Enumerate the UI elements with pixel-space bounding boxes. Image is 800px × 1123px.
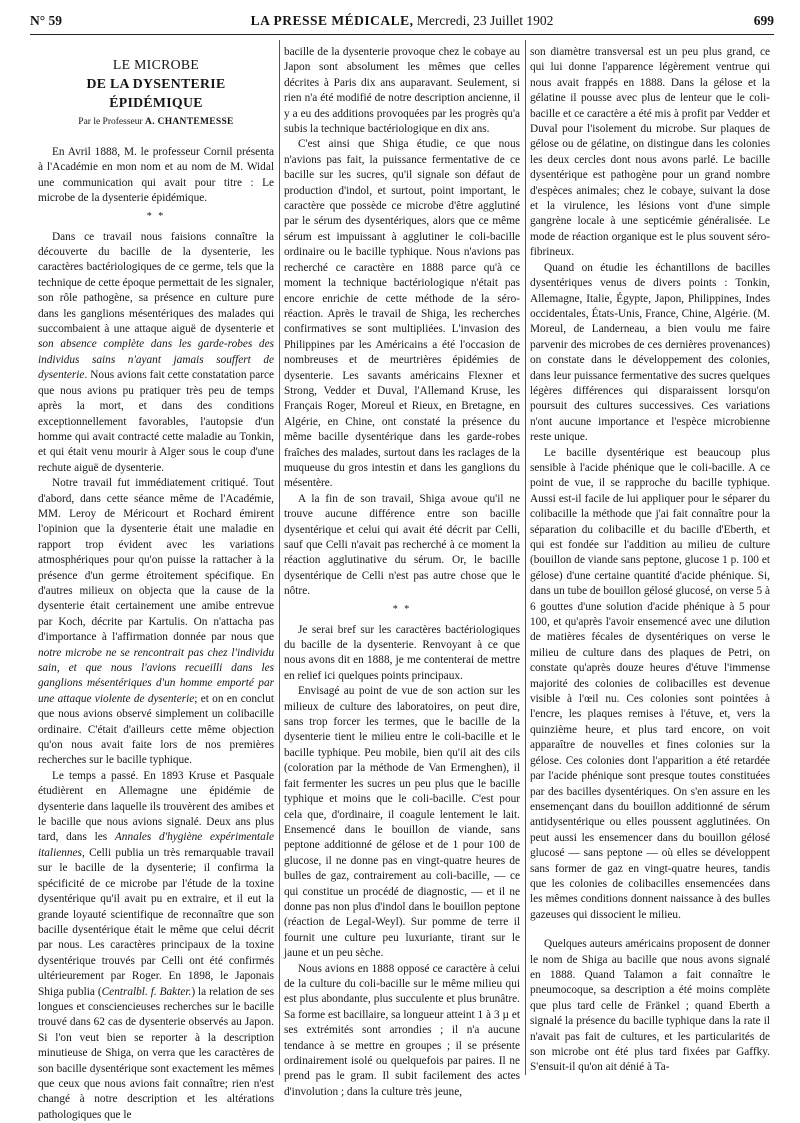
byline xyxy=(38,115,274,129)
text-run: . Nous avions fait cette constatation parce que nous avions pu pratiquer très peu de temps après la mort, et dans des conditions exceptionnellement favorables, l'autopsie d'un homme qui avait contracté cette maladie au Tonkin, et qui était venu mourir à Alger sous le coup d'une rechute aiguë de dysenterie. xyxy=(38,369,274,474)
page-number: 699 xyxy=(753,13,774,28)
section-separator: * * xyxy=(146,210,166,222)
paragraph-gap xyxy=(530,923,770,937)
issue-number: N° 59 xyxy=(30,13,63,28)
text-run: , Celli publia un très remarquable travail sur le bacille de la dysenterie; il confirma la spécificité de ce microbe par l'étude de la toxine dysentérique qu'il avait pu en extraire, et il eut la grande loyauté scientifique de reconnaître que son bacille dysentérique était le même que celui décrit par nous. Les caractères principaux de la toxine dysentérique trouvés par Celli ont été confirmés ultérieurement par Roger. En 1898, le Japonais Shiga publia ( xyxy=(38,846,274,998)
italic-text: son absence complète dans les garde-robes des individus sains n'ayant jamais souffert de dysenterie xyxy=(38,338,274,382)
section-separator: * * xyxy=(392,603,412,615)
paragraph: bacille de la dysenterie provoque chez le cobaye au Japon sont absolument les mêmes que celles décrites à Paris dix ans auparavant. Seulement, si rien n'a été modifié de notre description ancienne, il y a eu des additions provoquées par les progrès qu'a subis la technique bactériologique en dix ans. xyxy=(284,46,520,136)
italic-text: Centralbl. f. Bakter. xyxy=(101,985,192,998)
column-divider xyxy=(279,40,280,1075)
paragraph: Le bacille dysentérique est beaucoup plus sensible à l'acide phénique que le coli-bacille. A ce point de vue, il se rapproche du bacille typhique. Aussi est-il facile de lui appliquer pour le séparer du colibacille la méthode que j'ai fait connaître pour la séparation du colibacille et du bacille d'Eberth, et qui est fondée sur l'addition au milieu de culture (bouillon de viande sans peptone, glucose 1 p. 100 et gélose) d'une certaine quantité d'acide phénique. Si, dans un tube de bouillon gélosé glucosé, on verse 5 à 6 gouttes d'une solution d'acide phénique à 5 pour 100, et qu'après l'avoir ensemencé avec une dilution de matières fécales de dysentériques on verse le milieu de culture dans des plaques de Petri, on constate qu'après douze heures d'étuve l'immense majorité des colonies de colibacilles est devenue visible à l'œil nu. Ces colonies sont pointées à l'encre, les plaques remises à l'étuve, et, vers la quinzième heure, et plus tard encore, on voit apparaître de nouvelles et fines colonies sur la gélose. Ces colonies dont l'apparition a été retardée par l'acide phénique sont presque toutes constituées par des bacilles dysentériques. On s'en assure en les ensemençant dans du bouillon additionné de sérum antidysentérique ou elles poussent agglutinées. On peut aussi les ensemencer dans du bouillon gélosé glucosé — sans peptone — où elles se développent sans former de gaz en vingt-quatre heures, tandis que les colonies de colibacilles ensemencées dans les mêmes conditions donnent naissance à des bulles gazeuses qui dissocient le milieu. xyxy=(530,446,771,921)
paragraph: C'est ainsi que Shiga étudie, ce que nous n'avions pas fait, la puissance fermentative de ce bacille sur les sucres, qu'il signale son défaut de production d'indol, et surtout, point important, le caractère que possède ce microbe d'être agglutiné par le sérum des dysentériques, alors que ce même sérum est impuissant à agglutiner le coli-bacille ordinaire ou le bacille typhique. Nous n'avions pas recherché ce caractère en 1888 parce qu'à ce moment la technique bactériologique n'était pas encore enrichie de cette méthode de la séro-réaction. Après le travail de Shiga, les recherches confirmatives se sont multipliées. L'invasion des Philippines par les Américains a été l'occasion de nombreuses et de meurtrières épidémies de dysenterie. Les savants américains Flexner et Strong, Vedder et Duval, l'Allemand Kruse, les Français Roger, Moreul et Rieux, en Bretagne, en Algérie, en Chine, ont constaté la présence du même bacille dysentérique dans les garde-robes fraîches des malades, surtout dans les raclages de la muqueuse du gros intestin et dans les ganglions du mésentère. xyxy=(284,138,520,490)
paragraph: Nous avions en 1888 opposé ce caractère à celui de la culture du coli-bacille sur le même milieu qui est plus abondante, plus succulente et plus brunâtre. Sa forme est bacillaire, sa longueur atteint 1 à 3 µ et ses extrémités sont arrondies ; il n'a aucune tendance à se mettre en groupes ; il se présente ordinairement isolé ou quelquefois par paires. Il ne prend pas le gram. Il subit facilement des actes d'involution ; dans la culture très jeune, xyxy=(284,962,520,1098)
paragraph: Quelques auteurs américains proposent de donner le nom de Shiga au bacille que nous avons signalé en 1888. Quand Talamon a fait connaître le pneumocoque, sa description a été moins complète que plus tard celle de Fränkel ; quand Eberth a signalé la présence du bacille typhique dans la rate il n'avait pas fait de cultures, et les particularités de son microbe ont été plus tard fixées par Gaffky. S'ensuit-il qu'on ait dénié à Ta- xyxy=(530,938,770,1074)
paragraph xyxy=(38,230,274,477)
paragraph: Quand on étudie les échantillons de bacilles dysentériques venus de divers points : Tonkin, Allemagne, Italie, Égypte, Japon, Philippines, Indes occidentales, États-Unis, France, Chine, Algérie. (M. Moreul, de Landerneau, a bien voulu me faire parvenir des microbes de ces dernières provenances) on constate dans le développement des colonies, dans leur puissance fermentative des sucres quelques légères différences qui disparaissent lorsqu'on poursuit des cultures successives. Ces variations n'ont aucune importance et l'espèce microbienne reste unique. xyxy=(530,261,770,444)
column-3 xyxy=(530,45,770,1075)
text-run: Dans ce travail nous faisions connaître la découverte du bacille de la dysenterie, les caractères bactériologiques de ce germe, tels que la technique de cette époque permettait de les signaler, son rôle pathogène, sa présence en culture pure dans les ganglions mésentériques des malades qui succombaient à une attaque aiguë de dysenterie et xyxy=(38,230,274,336)
paragraph: son diamètre transversal est un peu plus grand, ce qui lui donne l'apparence légèrement ventrue qui nous avait frappés en 1888. Dans la gélose et la gélatine il pousse avec plus de lenteur que le coli-bacille et ce caractère a été mis à profit par Vedder et Duval pour l'isolement du microbe. Sur plaques de gélose ou de gélatine, on distingue dans les colonies les deux cercles dont nous avons parlé. Le bacille dysentérique est pathogène pour un grand nombre d'espèces animales; chez le cobaye, suivant la dose et la virulence, les lésions vont d'une simple gangrène locale à une septicémie généralisée. Le mode de réaction organique est le plus souvent séro-fibrineux. xyxy=(530,46,770,259)
column-1 xyxy=(38,45,275,1121)
italic-text: Annales d'hygiène expérimentale italiennes xyxy=(38,831,274,859)
byline-prefix: Par le Professeur xyxy=(78,117,146,127)
column-2 xyxy=(284,45,520,1098)
column-divider xyxy=(525,40,526,1075)
page-header xyxy=(30,12,774,35)
paragraph xyxy=(38,476,274,769)
issue-date: Mercredi, 23 Juillet 1902 xyxy=(413,13,554,28)
text-run: ) la relation de ses longues et consciencieuses recherches sur le bacille trouvé dans 62 cas de dysenterie observés au Japon. Si l'on veut bien se reporter à la description minutieuse de Shiga, on verra que les caractères de son bacille dysentérique sont exactement les mêmes que ceux que nous avions fait connaître; rien n'est changé à notre description et les altérations pathologiques que le xyxy=(38,985,275,1121)
journal-name: LA PRESSE MÉDICALE, xyxy=(250,13,414,28)
text-run: Notre travail fut immédiatement critiqué. Tout d'abord, dans cette séance même de l'Académie, MM. Leroy de Méricourt et Rochard émirent l'opinion que la dysenterie était une maladie en rapport trop évident avec les variations atmosphériques pour qu'on puisse la rattacher à la présence d'un germe étroitement spécifique. En d'autres milieux on objecta que la cause de la dysenterie était certainement une amibe entrevue par Koch, décrite par Kartulis. On n'attacha pas d'importance à l'affirmation donnée par nous que xyxy=(38,477,274,644)
paragraph xyxy=(38,769,274,1123)
article-title-line2: DE LA DYSENTERIE ÉPIDÉMIQUE xyxy=(86,76,226,110)
text-run: ; et on en conclut que nous avions observé simplement un colibacille ordinaire. C'était d'ailleurs cette même objection qu'on nous avait faite lors de nos premières recherches sur le bacille typhique. xyxy=(38,692,274,767)
paragraph: A la fin de son travail, Shiga avoue qu'il ne trouve aucune différence entre son bacille dysentérique et celui qui avait été décrit par Celli, sauf que Celli n'avait pas recherché à ce moment la réaction agglutinative du sérum. Or, le bacille dysentérique de Celli n'est pas autre chose que le nôtre. xyxy=(284,492,520,598)
text-run: Le temps a passé. En 1893 Kruse et Pasquale étudièrent en Allemagne une épidémie de dysenterie dans laquelle ils trouvèrent des amibes et le bacille que nous avions signalé. Deux ans plus tard, dans les xyxy=(38,769,274,844)
paragraph: Je serai bref sur les caractères bactériologiques du bacille de la dysenterie. Renvoyant à ce que nous avons dit en 1888, je me contenterai de mettre en relief ici quelques points principaux. xyxy=(284,623,520,682)
byline-author: A. CHANTEMESSE xyxy=(145,117,234,127)
paragraph: Envisagé au point de vue de son action sur les milieux de culture des laboratoires, on peut dire, sans trop forcer les termes, que le bacille de la dysenterie tient le milieu entre le coli-bacille et le bacille typhique. Peu mobile, bien qu'il ait des cils (coloration par la méthode de Van Ermenghen), il fait fermenter les sucres un peu plus que le bacille typhique et moins que le coli-bacille. C'est pour cela que, d'ordinaire, il coagule lentement le lait. Ensemencé dans le bouillon de viande, sans peptone additionné de gélose et de 1 pour 100 de glucose, il ne donne pas en vingt-quatre heures de bulles de gaz, contrairement au coli-bacille, — ce qui constitue un procédé de diagnostic, — et il ne donne pas non plus d'indol dans le bouillon peptone (réaction de Legal-Weyl). Sur pomme de terre il fournit une culture peu luxuriante, tirant sur le jaune et un peu sèche. xyxy=(284,685,520,960)
journal-title xyxy=(30,13,774,29)
paragraph: En Avril 1888, M. le professeur Cornil présenta à l'Académie en mon nom et au nom de M. Widal une communication qui avait pour titre : Le microbe de la dysenterie épidémique. xyxy=(38,146,274,205)
italic-text: notre microbe ne se rencontrait pas chez l'individu sain, et que nous l'avions recueilli dans les ganglions mésentériques d'un homme emporté par une attaque violente de dysenterie xyxy=(38,646,274,705)
article-title-line1: LE MICROBE xyxy=(112,57,200,72)
